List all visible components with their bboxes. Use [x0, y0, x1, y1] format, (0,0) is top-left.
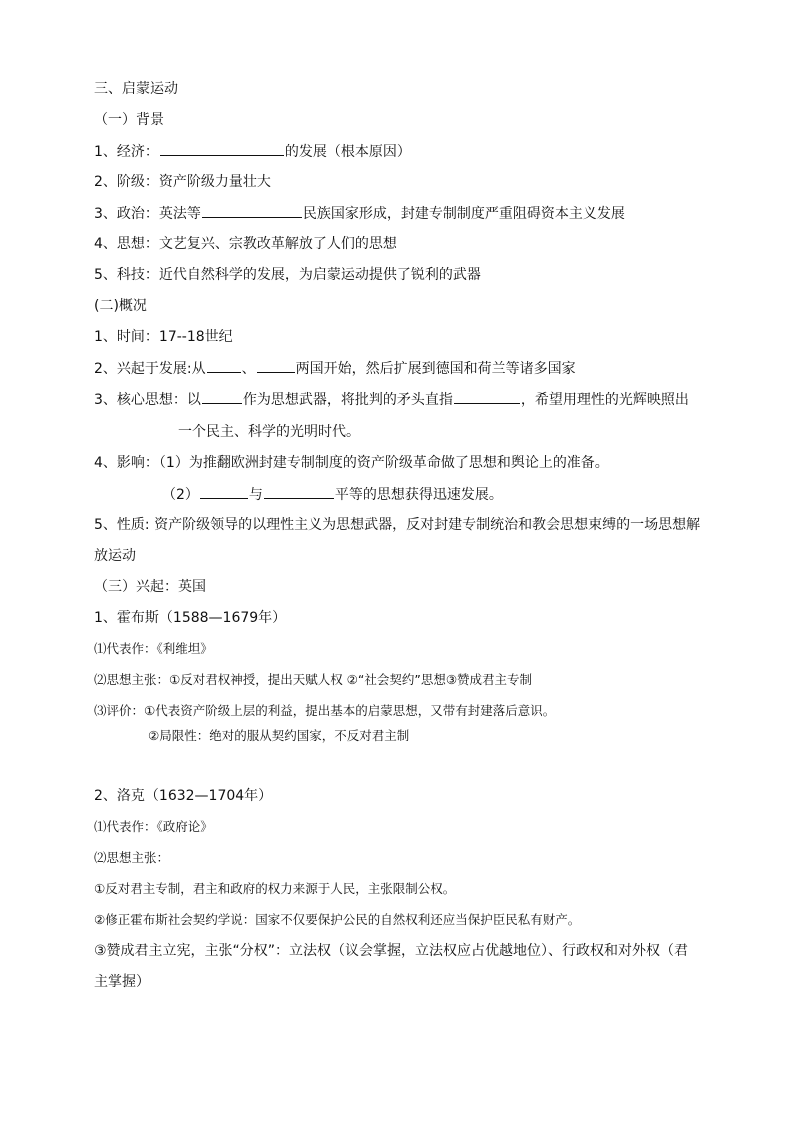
fill-blank[interactable] — [160, 141, 284, 156]
hobbes-eval-2: ②局限性：绝对的服从契约国家，不反对君主制 — [148, 728, 410, 743]
background-line-science: 5、科技：近代自然科学的发展，为启蒙运动提供了锐利的武器 — [94, 267, 481, 283]
background-line-politics: 3、政治：英法等 民族国家形成，封建专制制度严重阻碍资本主义发展 — [94, 203, 704, 224]
locke-idea-2: ②修正霍布斯社会契约学说：国家不仅要保护公民的自然权利还应当保护臣民私有财产。 — [94, 912, 581, 927]
hobbes-title: 1、霍布斯（1588—1679年） — [94, 610, 287, 626]
hobbes-ideas: ⑵思想主张：①反对君权神授，提出天赋人权 ②“社会契约”思想③赞成君主专制 — [94, 672, 533, 687]
fill-blank[interactable] — [202, 389, 242, 404]
locke-idea-3: ③赞成君主立宪，主张“分权”：立法权（议会掌握，立法权应占优越地位）、行政权和对外权（君 — [94, 943, 689, 959]
background-line-economy: 1、经济： 的发展（根本原因） — [94, 141, 704, 162]
overview-line-impact-1: 4、影响：（1）为推翻欧洲封建专制制度的资产阶级革命做了思想和舆论上的准备。 — [94, 455, 609, 471]
overview-heading: (二)概况 — [94, 298, 147, 314]
background-heading: （一）背景 — [94, 112, 164, 128]
overview-line-origin: 2、兴起于发展:从 、 两国开始，然后扩展到德国和荷兰等诸多国家 — [94, 358, 704, 379]
rise-heading: （三）兴起：英国 — [94, 579, 206, 595]
overview-line-core-idea: 3、核心思想：以 作为思想武器，将批判的矛头直指 ，希望用理性的光辉映照出 — [94, 389, 704, 410]
overview-line-impact-2: （2） 与 平等的思想获得迅速发展。 — [162, 484, 702, 505]
hobbes-work: ⑴代表作：《利维坦》 — [94, 641, 213, 656]
fill-blank[interactable] — [207, 358, 241, 373]
fill-blank[interactable] — [257, 358, 295, 373]
locke-title: 2、洛克（1632—1704年） — [94, 788, 273, 804]
fill-blank[interactable] — [200, 484, 248, 499]
background-line-thought: 4、思想：文艺复兴、宗教改革解放了人们的思想 — [94, 236, 397, 252]
overview-line-time: 1、时间：17--18世纪 — [94, 329, 233, 345]
section-title: 三、启蒙运动 — [94, 81, 178, 97]
overview-line-nature-cont: 放运动 — [94, 548, 136, 564]
fill-blank[interactable] — [264, 484, 334, 499]
overview-line-nature: 5、性质: 资产阶级领导的以理性主义为思想武器，反对封建专制统治和教会思想束缚的一场思想解 — [94, 517, 701, 533]
fill-blank[interactable] — [454, 389, 520, 404]
locke-work: ⑴代表作：《政府论》 — [94, 819, 213, 834]
locke-idea-3-cont: 主掌握） — [94, 974, 150, 990]
hobbes-eval-1: ⑶评价：①代表资产阶级上层的利益，提出基本的启蒙思想，又带有封建落后意识。 — [94, 703, 556, 718]
locke-ideas: ⑵思想主张： — [94, 850, 170, 865]
fill-blank[interactable] — [202, 203, 302, 218]
overview-line-core-idea-cont: 一个民主、科学的光明时代。 — [178, 424, 360, 440]
background-line-class: 2、阶级：资产阶级力量壮大 — [94, 174, 271, 190]
locke-idea-1: ①反对君主专制，君主和政府的权力来源于人民，主张限制公权。 — [94, 881, 456, 896]
